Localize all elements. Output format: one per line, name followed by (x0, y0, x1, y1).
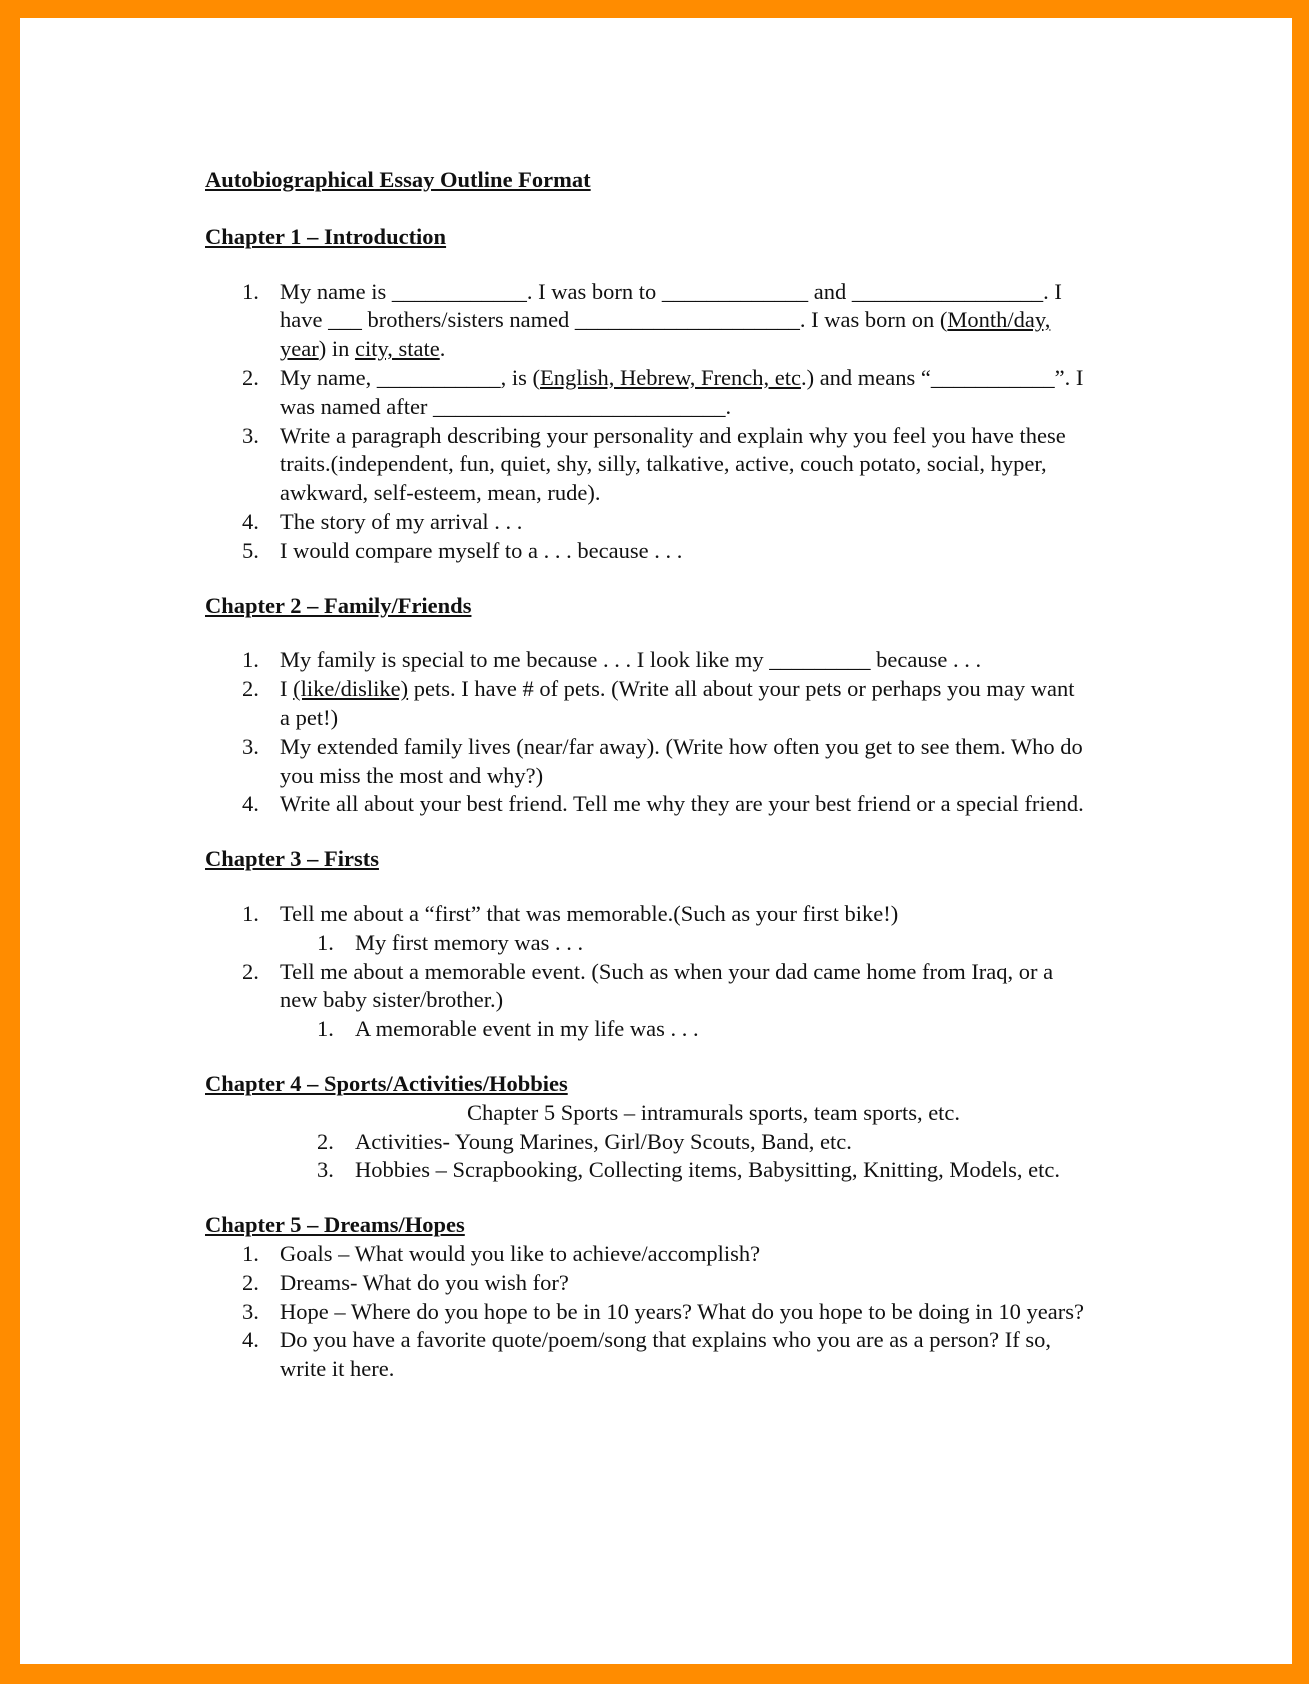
item-text: Goals – What would you like to achieve/accomplish? (280, 1240, 761, 1266)
chapter-5-heading: Chapter 5 – Dreams/Hopes (205, 1212, 465, 1238)
item-text: My first memory was . . . (355, 929, 584, 955)
underlined-text: Month/day, year (280, 307, 1051, 362)
item-text: .) and means “___________”. I was named after __________________________. (280, 364, 1084, 419)
item-number: 1. (242, 900, 259, 926)
chapter-4-heading: Chapter 4 – Sports/Activities/Hobbies (205, 1070, 568, 1096)
chapter-1-heading: Chapter 1 – Introduction (205, 223, 447, 249)
item-text: Hobbies – Scrapbooking, Collecting items, Babysitting, Knitting, Models, etc. (355, 1157, 1060, 1183)
item-number: 2. (242, 1269, 259, 1295)
list-item (205, 1298, 1085, 1327)
document-body (205, 166, 1085, 1410)
item-number: 1. (242, 278, 259, 304)
item-number: 2. (242, 676, 259, 702)
item-text: Tell me about a “first” that was memorable.(Such as your first bike!) (280, 900, 899, 926)
item-text: My name, ___________, is ( (280, 364, 540, 390)
item-text: Tell me about a memorable event. (Such as when your dad came home from Iraq, or a new baby sister/brother.) (280, 958, 1054, 1013)
chapter-5-list (205, 1240, 1085, 1384)
list-item (205, 733, 1085, 791)
underlined-text: (like/dislike) (293, 676, 409, 702)
list-item (205, 1269, 1085, 1298)
sub-list-item (205, 1128, 1085, 1157)
list-item (205, 675, 1085, 733)
item-text: The story of my arrival . . . (280, 508, 523, 534)
item-number: 2. (242, 364, 259, 390)
item-text: ) in (318, 336, 355, 362)
item-text: Dreams- What do you wish for? (280, 1269, 569, 1295)
underlined-text: English, Hebrew, French, etc (539, 364, 801, 390)
item-number: 2. (242, 958, 259, 984)
list-item (205, 508, 1085, 537)
item-number: 1. (242, 1240, 259, 1266)
list-item (205, 1326, 1085, 1384)
sub-list-item (205, 929, 1085, 958)
item-number: 4. (242, 791, 259, 817)
chapter-3-heading: Chapter 3 – Firsts (205, 846, 379, 872)
item-text: Write all about your best friend. Tell me why they are your best friend or a special friend. (280, 791, 1084, 817)
item-text: I would compare myself to a . . . because . . . (280, 537, 683, 563)
item-number: 4. (242, 1327, 259, 1353)
list-item (205, 646, 1085, 675)
sub-list-item (205, 1156, 1085, 1185)
item-text: My family is special to me because . . . I look like my _________ because . . . (280, 647, 982, 673)
item-number: 1. (242, 647, 259, 673)
chapter-3-list (205, 900, 1085, 1044)
chapter-2-heading: Chapter 2 – Family/Friends (205, 592, 472, 618)
item-text: My name is ____________. I was born to _____________ and _________________. I have ___ brothers/sisters named ____________________. I was born on ( (280, 278, 1062, 333)
item-text: A memorable event in my life was . . . (355, 1016, 699, 1042)
list-item (205, 1240, 1085, 1269)
sub-list-item (205, 1015, 1085, 1044)
item-number: 5. (242, 537, 259, 563)
item-text: . (439, 336, 446, 362)
item-text: pets. I have # of pets. (Write all about your pets or perhaps you may want a pet!) (280, 676, 1075, 730)
item-number: 3. (242, 422, 259, 448)
list-item (205, 958, 1085, 1016)
item-text: My extended family lives (near/far away). (Write how often you get to see them. Who do you miss the most and why?) (280, 733, 1083, 788)
list-item (205, 278, 1085, 364)
list-item (205, 900, 1085, 929)
list-item (205, 790, 1085, 819)
underlined-text: city, state (354, 336, 440, 362)
chapter-2-list (205, 646, 1085, 819)
item-text: Write a paragraph describing your personality and explain why you feel you have these traits.(independent, fun, quiet, shy, silly, talkative, active, couch potato, social, hyper, awkward, self-esteem, mean, rude). (280, 422, 1066, 506)
item-text: Hope – Where do you hope to be in 10 years? What do you hope to be doing in 10 years? (280, 1298, 1084, 1324)
item-number: 2. (317, 1128, 334, 1154)
list-item (205, 364, 1085, 422)
item-number: 4. (242, 508, 259, 534)
list-item (205, 422, 1085, 508)
item-number: 1. (317, 1016, 334, 1042)
item-number: 1. (317, 929, 334, 955)
page-frame (20, 18, 1292, 1664)
item-number: 3. (242, 1298, 259, 1324)
item-text: Activities- Young Marines, Girl/Boy Scouts, Band, etc. (355, 1128, 852, 1154)
item-number: 3. (317, 1157, 334, 1183)
chapter-1-list (205, 278, 1085, 566)
list-item (205, 537, 1085, 566)
item-text: I (280, 676, 294, 702)
chapter-4-list (205, 1099, 1085, 1185)
item-text: Do you have a favorite quote/poem/song that explains who you are as a person? If so, write it here. (280, 1327, 1052, 1382)
item-number: 3. (242, 733, 259, 759)
document-title: Autobiographical Essay Outline Format (205, 167, 591, 192)
centered-line: Chapter 5 Sports – intramurals sports, team sports, etc. (467, 1099, 961, 1125)
